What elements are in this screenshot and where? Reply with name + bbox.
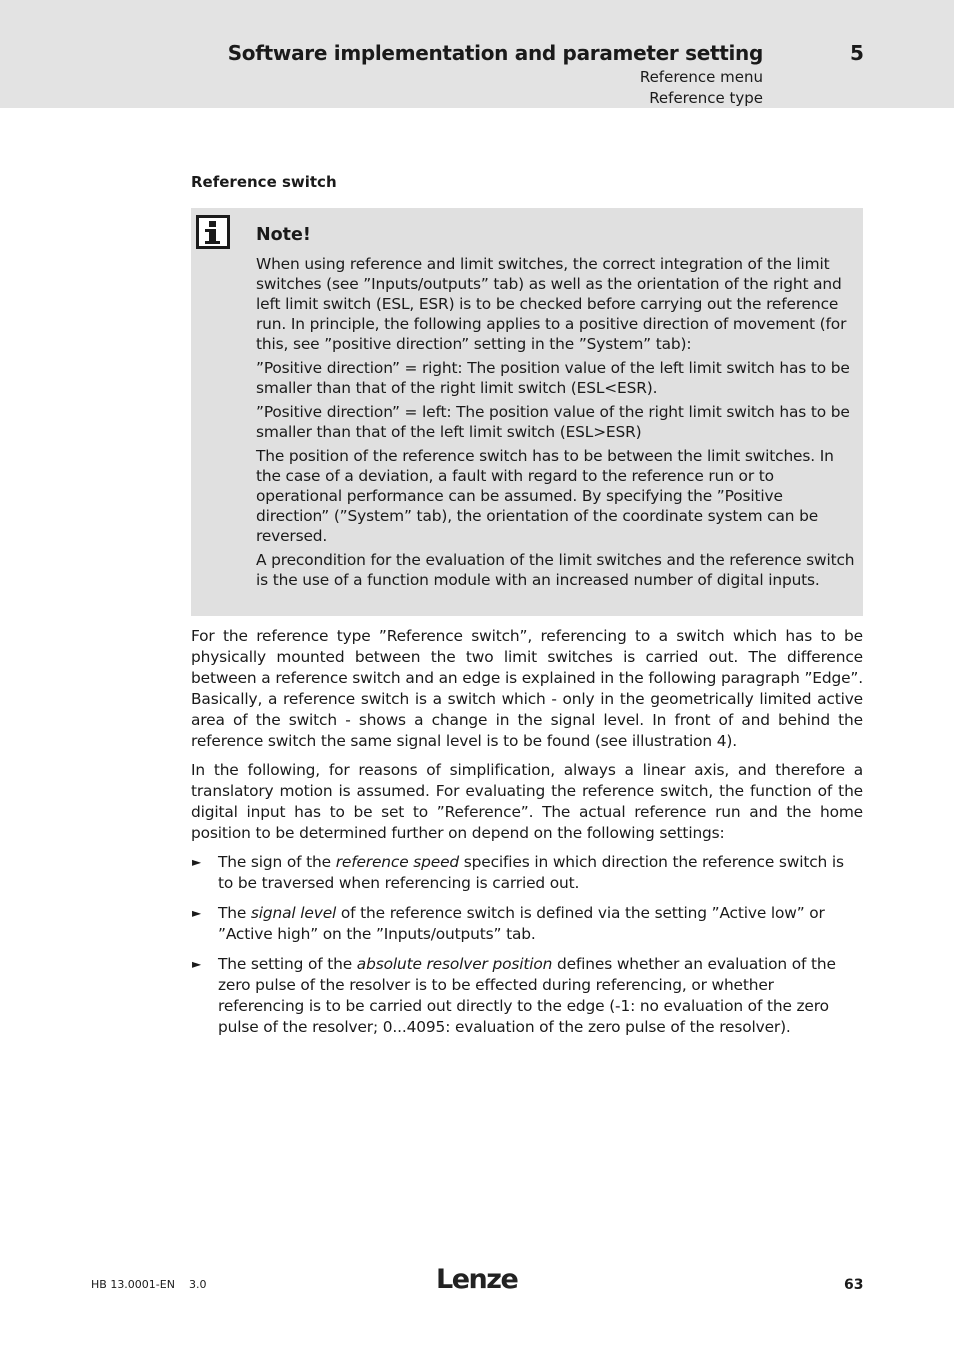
settings-list	[191, 852, 863, 1047]
list-item-term: absolute resolver position	[356, 955, 553, 973]
bullet-arrow-icon: ►	[192, 957, 202, 971]
body-paragraph: For the reference type ”Reference switch”, referencing to a switch which has to be physically mounted between the two limit switches is carried out. The difference between a reference switch and an edge is explained in the following paragraph ”Edge”. Basically, a reference switch is a switch which - only in the geometrically limited active area of the switch - shows a change in the signal level. In front of and behind the reference switch the same signal level is to be found (see illustration 4).	[191, 627, 863, 750]
list-item	[191, 852, 863, 894]
list-item-text: The	[218, 904, 251, 922]
note-paragraph: The position of the reference switch has to be between the limit switches. In the case of a deviation, a fault with regard to the reference run or to operational performance can be assumed. By specifying the ”Positive direction” (”System” tab), the orientation of the coordinate system can be reversed.	[256, 447, 834, 545]
list-item-text: The sign of the	[218, 853, 336, 871]
document-number: HB 13.0001-EN	[91, 1278, 175, 1291]
list-item-text: defines whether an evaluation of the zero pulse of the resolver is to be effected during referencing, or whether referencing is to be carried out directly to the edge (-1: no evaluation of the zero pulse of the resolver; 0...4095: evaluation of the zero pulse of the resolver).	[218, 955, 836, 1036]
section-breadcrumb-2: Reference type	[649, 89, 763, 107]
list-item-text: of the reference switch is defined via the setting ”Active low” or ”Active high” on the ”Inputs/outputs” tab.	[218, 904, 825, 943]
page-header	[0, 0, 954, 108]
list-item-text: specifies in which direction the reference switch is to be traversed when referencing is carried out.	[218, 853, 844, 892]
bullet-arrow-icon: ►	[192, 906, 202, 920]
note-paragraph: ”Positive direction” = right: The position value of the left limit switch has to be smaller than that of the right limit switch (ESL<ESR).	[256, 359, 850, 397]
list-item-term: reference speed	[335, 853, 460, 871]
list-item	[191, 903, 863, 945]
note-paragraph: When using reference and limit switches, the correct integration of the limit switches (see ”Inputs/outputs” tab) as well as the orientation of the right and left limit switch (ESL, ESR) is to be checked before carrying out the reference run. In principle, the following applies to a positive direction of movement (for this, see ”positive direction” setting in the ”System” tab):	[256, 255, 847, 353]
section-title: Reference switch	[191, 173, 337, 191]
note-paragraph: ”Positive direction” = left: The position value of the right limit switch has to be smaller than that of the left limit switch (ESL>ESR)	[256, 403, 850, 441]
list-item	[191, 954, 863, 1038]
document-version: 3.0	[188, 1278, 207, 1291]
list-item-term: signal level	[250, 904, 337, 922]
note-text	[256, 254, 860, 594]
note-box	[191, 208, 863, 616]
note-title: Note!	[256, 225, 311, 245]
footer-doc-id	[91, 1278, 206, 1291]
page-number: 63	[844, 1277, 864, 1293]
list-item-text: The setting of the	[218, 955, 357, 973]
chapter-title: Software implementation and parameter setting	[227, 41, 763, 65]
chapter-number: 5	[850, 41, 864, 65]
body-paragraph: In the following, for reasons of simplification, always a linear axis, and therefore a translatory motion is assumed. For evaluating the reference switch, the function of the digital input has to be set to ”Reference”. The actual reference run and the home position to be determined further on depend on the following settings:	[191, 761, 863, 842]
lenze-logo: Lenze	[436, 1264, 518, 1295]
section-breadcrumb-1: Reference menu	[639, 68, 763, 86]
note-paragraph: A precondition for the evaluation of the limit switches and the reference switch is the use of a function module with an increased number of digital inputs.	[256, 551, 855, 589]
bullet-arrow-icon: ►	[192, 855, 202, 869]
info-icon	[196, 215, 230, 249]
